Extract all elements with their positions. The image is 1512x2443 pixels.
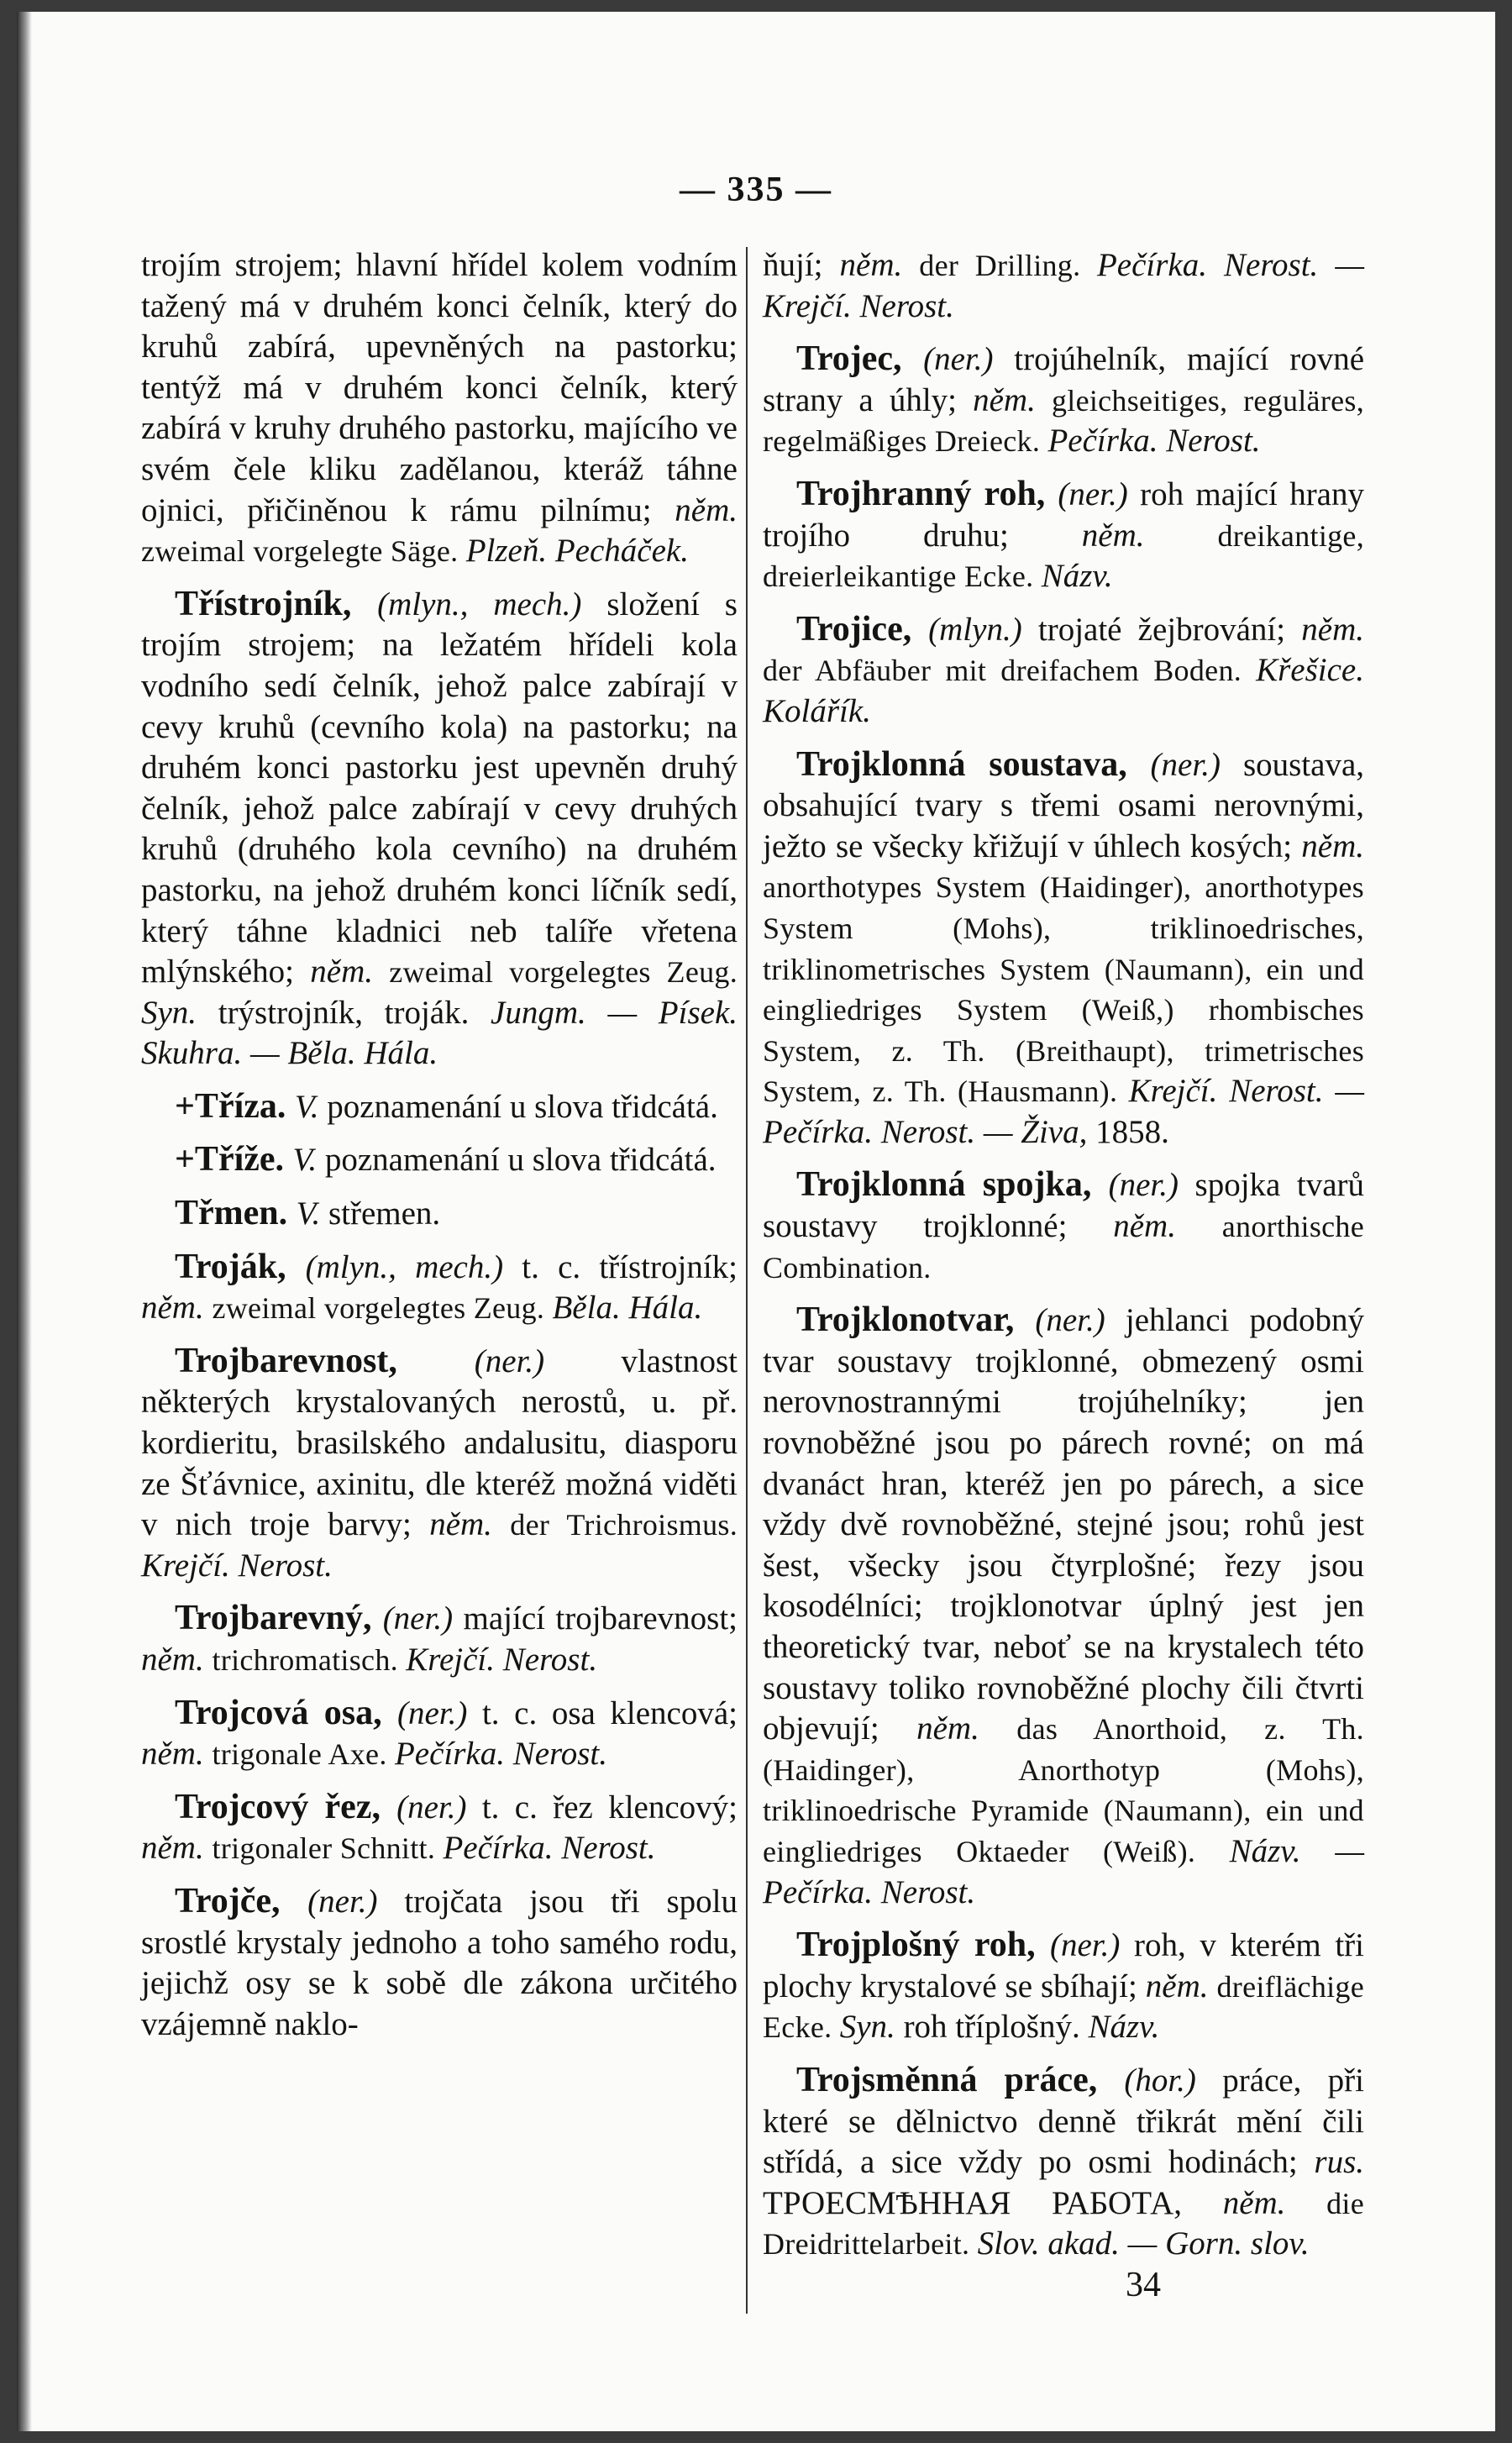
italic-text: něm.: [1145, 1968, 1217, 2004]
italic-text: V.: [296, 1195, 328, 1232]
headword: Trojsměnná práce,: [796, 2060, 1125, 2099]
entry-text: t. c. osa klencová;: [481, 1694, 738, 1731]
italic-text: (ner.): [396, 1789, 482, 1826]
german-fraktur-text: zweimal vorgelegte Säge.: [141, 534, 466, 569]
italic-text: Krejčí. Nerost.: [406, 1642, 598, 1678]
german-fraktur-text: das Anorthoid, z. Th. (Haidinger), Anorthotyp (Mohs), triklinoedrische Pyramide (Naumann), ein und eingliedriges Oktaeder (Weiß).: [763, 1712, 1364, 1868]
italic-text: něm.: [1222, 2184, 1327, 2221]
dictionary-entry: [141, 1193, 738, 1235]
italic-text: něm.: [310, 954, 390, 990]
italic-text: něm.: [675, 491, 738, 528]
headword: Trojcový řez,: [175, 1787, 397, 1826]
italic-text: (ner.): [1058, 475, 1141, 512]
dictionary-entry: [763, 1925, 1364, 2048]
dictionary-entry: [141, 1139, 738, 1181]
german-fraktur-text: der Abfäuber mit dreifachem Boden.: [763, 654, 1257, 688]
book-spine-shadow: [17, 12, 32, 2431]
entry-text: mající trojbarevnost;: [463, 1600, 738, 1637]
italic-text: něm.: [1113, 1208, 1222, 1245]
entry-text: poznamenání u slova třidcátá.: [327, 1088, 718, 1125]
headword: Trojklonná soustava,: [796, 744, 1151, 784]
left-column: [141, 245, 738, 2057]
page-number: — 335 —: [680, 171, 832, 209]
dictionary-entry: [141, 1881, 738, 2045]
headword: Třmen.: [175, 1194, 297, 1233]
german-fraktur-text: die Dreidrittelarbeit.: [763, 2186, 1364, 2262]
italic-text: (mlyn., mech.): [377, 586, 607, 623]
german-fraktur-text: anorthotypes System (Haidinger), anorthotypes System (Mohs), triklinoedrisches, triklinometrisches System (Naumann), ein und eingliedriges System (Weiß,) rhombisches System, z. Th. (Breithaupt), trimetrisches System, z. Th. (Hausmann).: [763, 870, 1364, 1109]
italic-text: něm.: [141, 1830, 213, 1867]
dictionary-entry: [141, 1787, 738, 1869]
dictionary-entry: [763, 2060, 1364, 2265]
german-fraktur-text: dreikantige, dreierleikantige Ecke.: [763, 518, 1364, 594]
entry-text: trojaté žejbrování;: [1037, 611, 1302, 648]
headword: Trojklonotvar,: [796, 1300, 1036, 1340]
italic-text: Krejčí. Nerost. — Pečírka. Nerost. — Živa,: [763, 1073, 1364, 1150]
italic-text: Křešice. Kolářík.: [763, 652, 1364, 729]
italic-text: Pečírka. Nerost.: [394, 1736, 608, 1773]
italic-text: (ner.): [923, 341, 1015, 378]
italic-text: Plzeň. Pecháček.: [465, 533, 689, 570]
dictionary-entry: [141, 1341, 738, 1587]
dictionary-entry: [141, 584, 738, 1074]
italic-text: (ner.): [382, 1600, 464, 1637]
italic-text: Slov. akad. — Gorn. slov.: [977, 2225, 1310, 2262]
dictionary-entry: [763, 339, 1364, 462]
headword: Trojplošný roh,: [796, 1926, 1050, 1965]
italic-text: něm.: [141, 1736, 213, 1773]
dictionary-page: [17, 12, 1495, 2431]
signature-mark: 34: [1126, 2266, 1161, 2304]
german-fraktur-text: zweimal vorgelegtes Zeug.: [389, 955, 738, 990]
entry-text: roh mající hrany trojího druhu;: [763, 475, 1364, 554]
italic-text: V.: [294, 1088, 328, 1125]
entry-text: soustava, obsahující tvary s třemi osami nerovnými, ježto se všecky křižují v úhlech kosých;: [763, 746, 1364, 864]
german-fraktur-text: der Drilling.: [919, 249, 1097, 282]
headword: Trojcová osa,: [175, 1693, 397, 1732]
italic-text: Názv.: [1088, 2009, 1160, 2046]
italic-text: Syn.: [141, 994, 218, 1031]
headword: Trojec,: [796, 339, 924, 379]
entry-text: spojka tvarů soustavy trojklonné;: [763, 1167, 1365, 1245]
italic-text: Názv.: [1041, 558, 1113, 595]
dictionary-entry: [763, 1300, 1364, 1913]
dictionary-entry: [763, 245, 1364, 327]
german-fraktur-text: zweimal vorgelegtes Zeug.: [212, 1291, 553, 1326]
german-fraktur-text: trigonale Axe.: [212, 1737, 395, 1772]
german-fraktur-text: trigonaler Schnitt.: [212, 1831, 444, 1866]
dictionary-entry: [763, 609, 1364, 733]
headword: Trojbarevný,: [175, 1599, 383, 1638]
italic-text: (ner.): [1035, 1302, 1126, 1339]
italic-text: něm.: [429, 1506, 511, 1543]
italic-text: (ner.): [1108, 1167, 1195, 1204]
entry-text: práce, při které se dělnictvo denně třikrát mění čili střídá, a sice vždy po osmi hodinách;: [763, 2062, 1364, 2181]
dictionary-entry: [141, 245, 738, 572]
italic-text: Pečírka. Nerost. — Krejčí. Nerost.: [763, 247, 1364, 324]
headword: Trojice,: [796, 609, 929, 649]
entry-text: poznamenání u slova třidcátá.: [324, 1142, 717, 1179]
entry-text: ňují;: [763, 247, 840, 283]
entry-text: t. c. třístrojník;: [522, 1248, 738, 1285]
headword: Trojklonná spojka,: [796, 1165, 1109, 1205]
headword: Trojhranný roh,: [796, 474, 1058, 513]
entry-text: střemen.: [328, 1195, 441, 1232]
entry-text: trojčata jsou tři spolu srostlé krystaly jednoho a toho samého rodu, jejichž osy se k sobě dle zákona určitého vzájemně naklo-: [141, 1883, 738, 2042]
headword: Trojče,: [175, 1881, 308, 1920]
headword: Troják,: [175, 1247, 306, 1286]
entry-text: 1858.: [1095, 1113, 1169, 1150]
italic-text: (ner.): [1150, 746, 1243, 783]
italic-text: něm.: [1301, 611, 1364, 648]
italic-text: (ner.): [474, 1342, 622, 1379]
right-column: [763, 245, 1364, 2277]
italic-text: Jungm. — Písek. Skuhra. — Běla. Hála.: [141, 994, 738, 1072]
entry-text: jehlanci podobný tvar soustavy trojklonné, obmezený osmi nerovnostrannými trojúhelníky; jen rovnoběžné jsou po párech rovné; on má dvanáct hran, kteréž jen po párech, a sice vždy dvě rovnoběžné, stejné jsou; rohů jest šest, všecky jsou čtyrplošné; řezy jsou kosodélníci; trojklonotvar úplný jest jen theoretický tvar, neboť se na krystalech této soustavy toliko rovnoběžné plochy čili čtvrti objevují;: [763, 1302, 1365, 1747]
dictionary-entry: [141, 1598, 738, 1680]
italic-text: Krejčí. Nerost.: [141, 1547, 333, 1584]
italic-text: Pečírka. Nerost.: [443, 1830, 656, 1867]
german-fraktur-text: gleichseitiges, reguläres, regelmäßiges Dreieck.: [763, 383, 1364, 459]
italic-text: Názv. — Pečírka. Nerost.: [763, 1832, 1364, 1910]
italic-text: Syn.: [839, 2009, 904, 2046]
italic-text: něm.: [916, 1710, 1017, 1747]
german-fraktur-text: anorthische Combination.: [763, 1210, 1365, 1285]
italic-text: Běla. Hála.: [552, 1290, 703, 1327]
italic-text: něm.: [141, 1290, 213, 1327]
dictionary-entry: [141, 1693, 738, 1775]
italic-text: rus.: [1314, 2144, 1364, 2181]
italic-text: (hor.): [1124, 2062, 1223, 2099]
headword: Trojbarevnost,: [175, 1341, 475, 1380]
italic-text: (ner.): [1049, 1927, 1134, 1964]
german-fraktur-text: dreiflächige Ecke.: [763, 1969, 1364, 2045]
italic-text: něm.: [141, 1642, 213, 1678]
italic-text: (mlyn., mech.): [305, 1248, 522, 1285]
dictionary-entry: [141, 1086, 738, 1128]
entry-text: roh tříplošný.: [903, 2009, 1089, 2046]
italic-text: (ner.): [396, 1694, 482, 1731]
italic-text: V.: [292, 1142, 325, 1179]
dictionary-entry: [763, 1164, 1364, 1288]
italic-text: něm.: [973, 381, 1052, 418]
italic-text: (mlyn.): [928, 611, 1038, 648]
entry-text: vlastnost některých krystalovaných nerostů, u. př. kordieritu, brasilského andalusitu, diasporu ze Šťávnice, axinitu, dle kteréž možná viděti v nich troje barvy;: [141, 1342, 738, 1543]
headword: +Tříza.: [175, 1086, 295, 1126]
german-fraktur-text: der Trichroismus.: [510, 1508, 738, 1542]
entry-text: t. c. řez klencový;: [481, 1789, 738, 1826]
entry-text: trýstrojník, troják.: [218, 994, 491, 1031]
dictionary-entry: [141, 1247, 738, 1329]
entry-text: roh, v kterém tři plochy krystalové se sbíhají;: [763, 1927, 1364, 2004]
headword: +Tříže.: [175, 1140, 293, 1179]
italic-text: něm.: [1081, 517, 1218, 554]
entry-text: trojúhelník, mající rovné strany a úhly;: [763, 341, 1364, 418]
german-fraktur-text: trichromatisch.: [212, 1643, 407, 1677]
italic-text: Pečírka. Nerost.: [1047, 423, 1261, 460]
entry-text: složení s trojím strojem; na ležatém hřídeli kola vodního sedí čelník, jehož palce zabírají v cevy kruhů (cevního kola) na pastorku; na druhém konci pastorku jest upevněn druhý čelník, jehož palce zabírají v cevy druhých kruhů (druhého kola cevního) na druhém pastorku, na jehož druhém konci líčník sedí, který táhne kladnici neb talíře vřetena mlýnského;: [141, 586, 738, 990]
italic-text: (ner.): [307, 1883, 405, 1920]
italic-text: něm.: [839, 247, 920, 283]
dictionary-entry: [763, 744, 1364, 1153]
entry-text: ТРОЕСМѢННАЯ РАБОТА,: [763, 2184, 1223, 2221]
entry-text: trojím strojem; hlavní hřídel kolem vodním tažený má v druhém konci čelník, který do kruhů zabírá, upevněných na pastorku; tentýž má v druhém konci čelník, který zabírá v kruhy druhého pastorku, majícího ve svém čele kliku zadělanou, kteráž táhne ojnici, přičiněnou k rámu pilnímu;: [141, 247, 738, 528]
column-divider: [746, 247, 748, 2314]
dictionary-entry: [763, 474, 1364, 597]
italic-text: něm.: [1301, 827, 1364, 864]
headword: Třístrojník,: [175, 584, 378, 623]
